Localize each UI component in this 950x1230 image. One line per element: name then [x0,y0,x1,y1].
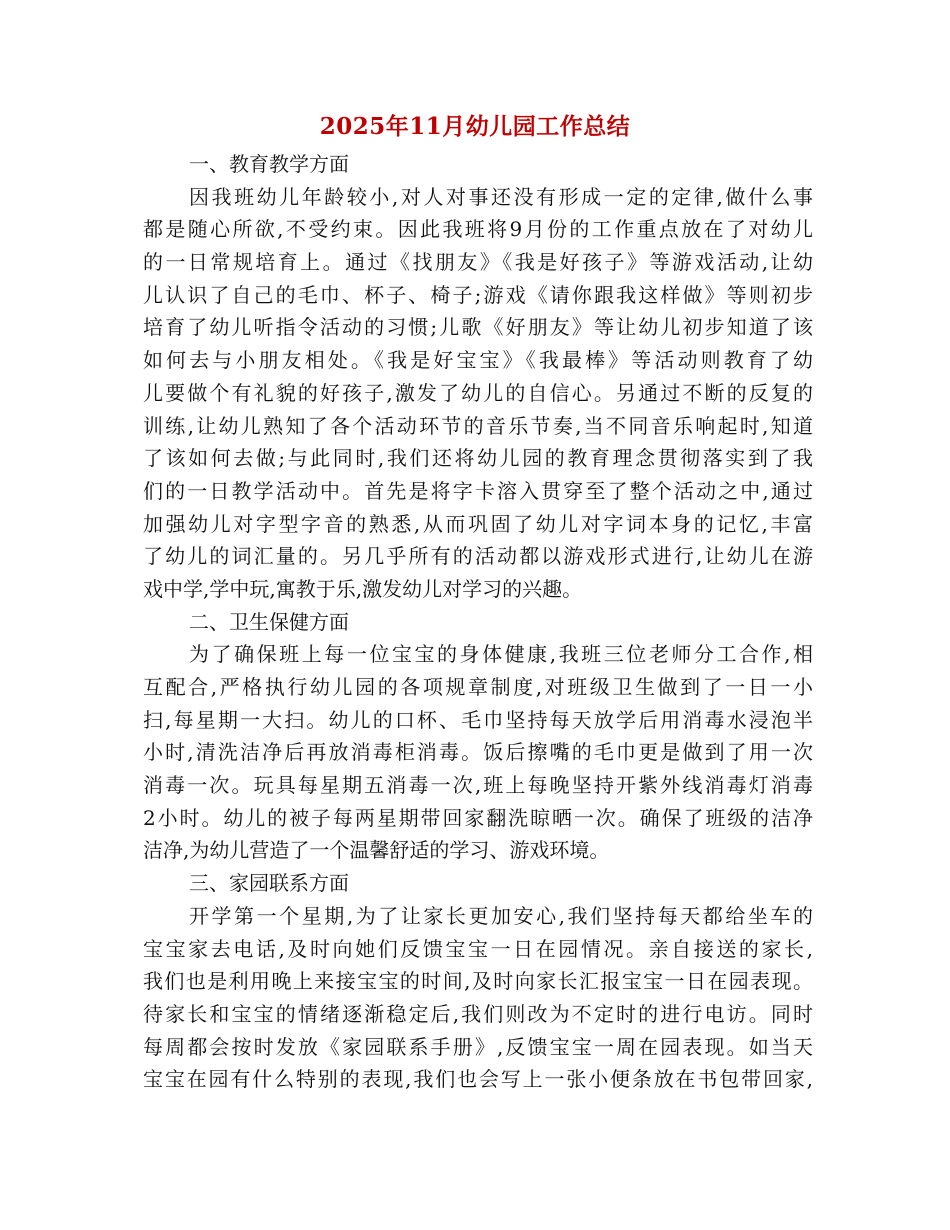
section-heading: 一、教育教学方面 [189,152,349,176]
paragraph-line: 儿认识了自己的毛巾、杯子、椅子;游戏《请你跟我这样做》等则初步 [143,282,813,307]
paragraph-line: 因我班幼儿年龄较小,对人对事还没有形成一定的定律,做什么事 [189,184,813,209]
section-hygiene [143,606,813,868]
paragraph-line: 的一日常规培育上。通过《找朋友》《我是好孩子》等游戏活动,让幼 [143,250,813,275]
paragraph-line: 我们也是利用晚上来接宝宝的时间,及时向家长汇报宝宝一日在园表现。 [143,969,813,994]
paragraph-line: 小时,清洗洁净后再放消毒柜消毒。饭后擦嘴的毛巾更是做到了用一次 [143,740,813,765]
paragraph-line: 2小时。幼儿的被子每两星期带回家翻洗晾晒一次。确保了班级的洁净 [143,805,813,830]
paragraph-line: 洁净,为幼儿营造了一个温馨舒适的学习、游戏环境。 [143,838,610,863]
paragraph-line: 训练,让幼儿熟知了各个活动环节的音乐节奏,当不同音乐响起时,知道 [143,413,813,438]
paragraph-line: 每周都会按时发放《家园联系手册》,反馈宝宝一周在园表现。如当天 [143,1034,813,1059]
paragraph-line: 加强幼儿对字型字音的熟悉,从而巩固了幼儿对字词本身的记忆,丰富 [143,511,813,536]
paragraph-line: 培育了幼儿听指令活动的习惯;儿歌《好朋友》等让幼儿初步知道了该 [143,315,813,340]
paragraph-line: 消毒一次。玩具每星期五消毒一次,班上每晚坚持开紫外线消毒灯消毒 [143,773,813,798]
section-heading: 二、卫生保健方面 [189,609,349,634]
paragraph-line: 了该如何去做;与此同时,我们还将幼儿园的教育理念贯彻落实到了我 [143,446,813,471]
paragraph-line: 为了确保班上每一位宝宝的身体健康,我班三位老师分工合作,相 [189,642,813,667]
paragraph-line: 待家长和宝宝的情绪逐渐稳定后,我们则改为不定时的进行电访。同时 [143,1001,813,1026]
paragraph-line: 宝宝家去电话,及时向她们反馈宝宝一日在园情况。亲自接送的家长, [143,936,813,961]
section-teaching [143,148,813,606]
document-title: 2025年11月幼儿园工作总结 [319,113,631,140]
paragraph-line: 了幼儿的词汇量的。另几乎所有的活动都以游戏形式进行,让幼儿在游 [143,544,813,569]
paragraph-line: 互配合,严格执行幼儿园的各项规章制度,对班级卫生做到了一日一小 [143,675,813,699]
paragraph-line: 都是随心所欲,不受约束。因此我班将9月份的工作重点放在了对幼儿 [143,217,813,242]
paragraph-line: 戏中学,学中玩,寓教于乐,激发幼儿对学习的兴趣。 [143,576,583,601]
paragraph-line: 儿要做个有礼貌的好孩子,激发了幼儿的自信心。另通过不断的反复的 [143,380,813,405]
paragraph-line: 扫,每星期一大扫。幼儿的口杯、毛巾坚持每天放学后用消毒水浸泡半 [143,707,813,732]
paragraph-line: 如何去与小朋友相处。《我是好宝宝》《我最棒》等活动则教育了幼 [143,348,813,373]
paragraph-line: 宝宝在园有什么特别的表现,我们也会写上一张小便条放在书包带回家, [143,1067,813,1092]
document-body [143,148,813,1096]
paragraph-line: 开学第一个星期,为了让家长更加安心,我们坚持每天都给坐车的 [189,903,813,928]
section-home-school [143,867,813,1096]
section-heading: 三、家园联系方面 [189,871,349,896]
paragraph-line: 们的一日教学活动中。首先是将字卡溶入贯穿至了整个活动之中,通过 [143,478,813,503]
